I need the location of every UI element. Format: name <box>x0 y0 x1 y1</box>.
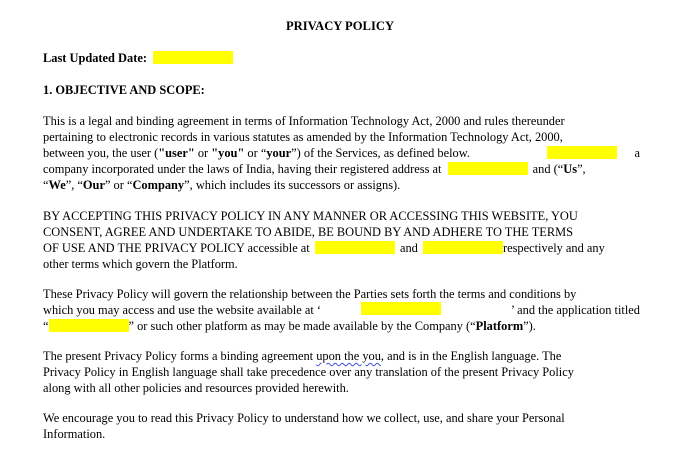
application-title-placeholder[interactable] <box>49 319 129 332</box>
last-updated-placeholder[interactable] <box>153 51 233 64</box>
p1-line-1: This is a legal and binding agreement in terms of Information Technology Act, 2000 and rules thereunder <box>43 114 565 128</box>
document-title: PRIVACY POLICY <box>285 19 395 33</box>
p3-line-2: which you may access and use the website available at ‘ ’ and the application titled <box>43 303 640 317</box>
term-we: We <box>48 178 66 192</box>
p5-line-2: Information. <box>43 427 106 441</box>
p1-line-4: company incorporated under the laws of India, having their registered address at and (“Us”, <box>43 162 586 176</box>
last-updated-line <box>43 50 233 66</box>
p4-line-2: Privacy Policy in English language shall take precedence over any translation of the present Privacy Policy <box>43 365 574 379</box>
term-user: "user" <box>158 146 195 160</box>
p3-line-1: These Privacy Policy will govern the relationship between the Parties sets forth the terms and conditions by <box>43 287 577 301</box>
p2-line-2: CONSENT, AGREE AND UNDERTAKE TO ABIDE, BE BOUND BY AND ADHERE TO THE TERMS <box>43 225 574 239</box>
term-our: Our <box>82 178 105 192</box>
p1-line-3: between you, the user ("user" or "you" or “your”) of the Services, as defined below. a <box>43 146 640 160</box>
website-url-placeholder[interactable] <box>361 302 441 315</box>
spellcheck-flag[interactable]: upon the you <box>316 349 381 363</box>
term-us: Us <box>563 162 578 176</box>
p4-line-3: along with all other policies and resources provided herewith. <box>43 381 349 395</box>
section-heading: 1. OBJECTIVE AND SCOPE: <box>43 83 205 97</box>
p2-line-3: OF USE AND THE PRIVACY POLICY accessible at and respectively and any <box>43 241 605 255</box>
term-your: your <box>266 146 292 160</box>
privacy-policy-url-placeholder[interactable] <box>423 241 503 254</box>
registered-address-placeholder[interactable] <box>448 162 528 175</box>
p2-line-1: BY ACCEPTING THIS PRIVACY POLICY IN ANY MANNER OR ACCESSING THIS WEBSITE, YOU <box>43 209 578 223</box>
term-platform: Platform <box>475 319 524 333</box>
term-company: Company <box>132 178 185 192</box>
last-updated-label: Last Updated Date: <box>43 51 147 65</box>
term-you: "you" <box>211 146 245 160</box>
company-name-placeholder[interactable] <box>547 146 617 159</box>
p2-line-4: other terms which govern the Platform. <box>43 257 238 271</box>
p5-line-1: We encourage you to read this Privacy Policy to understand how we collect, use, and share your Personal <box>43 411 565 425</box>
p4-line-1: The present Privacy Policy forms a binding agreement upon the you, and is in the English language. The <box>43 349 562 363</box>
p1-line-5: “We”, “Our” or “Company”, which includes its successors or assigns). <box>43 178 401 192</box>
p3-line-3: “ ” or such other platform as may be made available by the Company (“Platform”). <box>43 319 536 333</box>
p1-line-2: pertaining to electronic records in various statutes as amended by the Information Technology Act, 2000, <box>43 130 563 144</box>
terms-of-use-url-placeholder[interactable] <box>315 241 395 254</box>
